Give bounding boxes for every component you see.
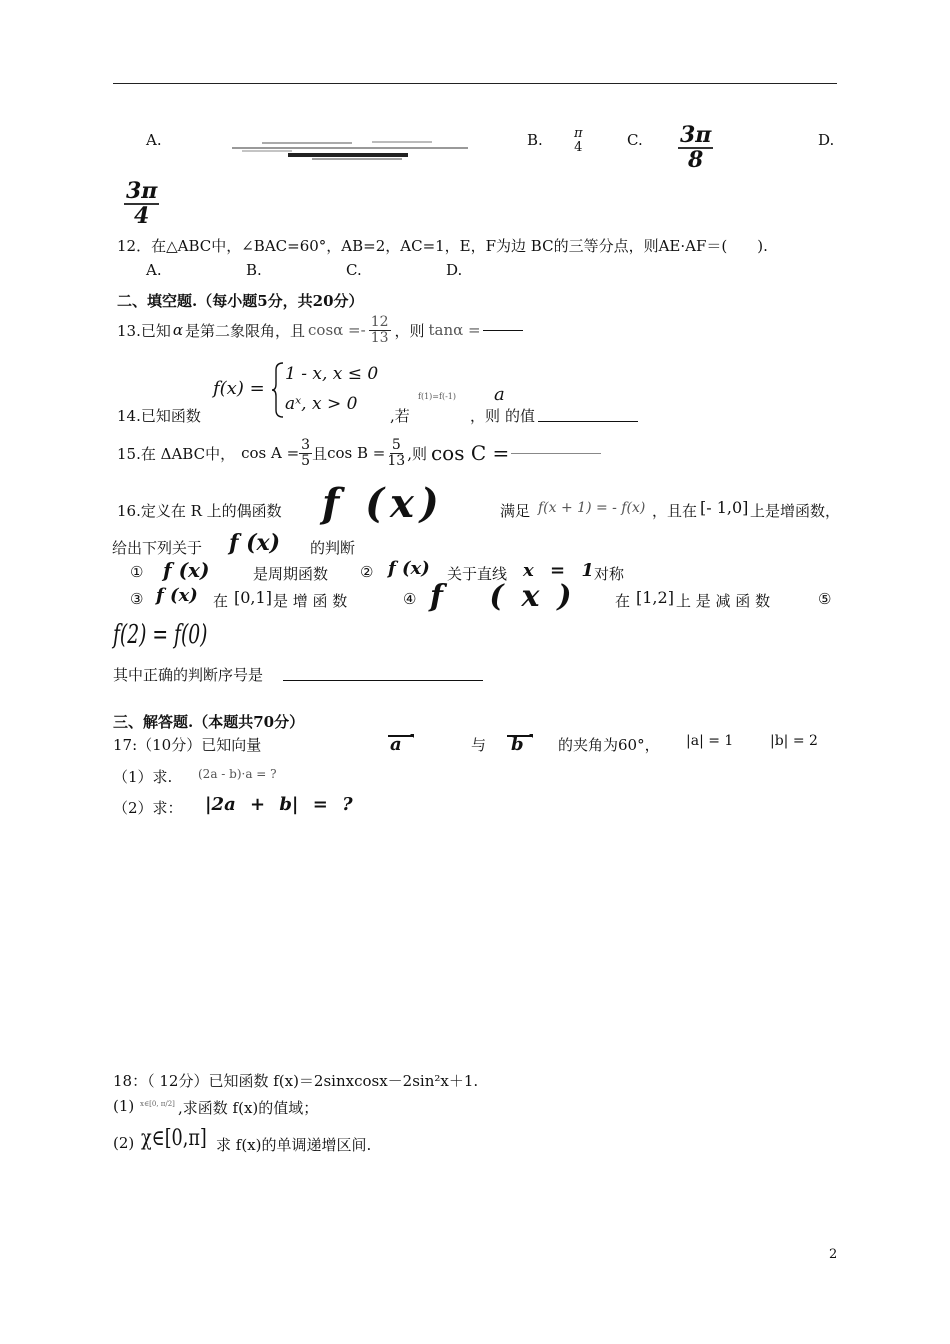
q17-with: 与 bbox=[471, 736, 487, 754]
q11-option-d-value: $\frac{3\pi}{4}$ bbox=[126, 178, 158, 230]
q18-part1-text: ,求函数 f(x)的值域； bbox=[178, 1099, 319, 1117]
q16-increasing: 上是增函数， bbox=[750, 502, 841, 520]
q18-line1: 18：（ 12分）已知函数 f(x)＝2sinxcosx－2sin²x＋1. bbox=[113, 1072, 479, 1090]
q16-item2-end: 对称 bbox=[594, 565, 625, 583]
q16-item3-interval: [0,1] bbox=[234, 588, 272, 607]
q16-item4-interval: [1,2] bbox=[636, 588, 674, 607]
q16-item4-text: 在 bbox=[615, 592, 631, 610]
q12-option-c: C. bbox=[346, 261, 362, 279]
q15-prefix: 15.在 ΔABC中， bbox=[117, 444, 236, 463]
q14-condition: f(1)=f(-1) bbox=[418, 392, 456, 401]
q11-option-c-label: C. bbox=[627, 131, 643, 149]
q17-angle: 的夹角为60°， bbox=[558, 736, 660, 754]
q17-prefix: 17:（10分）已知向量 bbox=[113, 736, 262, 754]
q16-item2-text: 关于直线 bbox=[447, 565, 508, 583]
q13-prefix: 13.已知 bbox=[117, 321, 171, 340]
header-rule bbox=[113, 83, 837, 84]
q15-and: 且 bbox=[312, 444, 328, 463]
q13 bbox=[117, 315, 523, 345]
q17-norm-a: |a| = 1 bbox=[686, 733, 734, 749]
q16-answer-blank[interactable] bbox=[283, 664, 483, 681]
q16-item2-eq: x = 1 bbox=[523, 560, 594, 581]
q16-item5-eq: f(2) = f(0) bbox=[113, 620, 208, 650]
q12-option-b: B. bbox=[246, 261, 262, 279]
q15-a-fraction: $\frac{3}{5}$ bbox=[301, 437, 311, 469]
q17-part2-label: （2）求： bbox=[113, 799, 183, 817]
q18-part2-cond: χ∈[0,π] bbox=[141, 1126, 207, 1151]
q11-option-d-label: D. bbox=[818, 131, 835, 149]
q14-end: 的值 bbox=[505, 407, 536, 425]
q18-part1-cond: x∈[0, π/2] bbox=[140, 1100, 175, 1108]
q18-part2-text: 求 f(x)的单调递增区间. bbox=[216, 1136, 372, 1154]
q17-vector-b: b bbox=[505, 734, 535, 754]
q15-cosA: cos A = bbox=[241, 444, 300, 463]
q13-answer-blank[interactable] bbox=[483, 330, 523, 331]
q11-option-a-scribble bbox=[232, 136, 468, 162]
q13-fraction: $\frac{12}{13}$ bbox=[370, 314, 389, 346]
q16-item4-mark: ④ bbox=[403, 590, 417, 608]
q17-vector-a: a bbox=[386, 734, 416, 754]
q14-then: ，则 bbox=[470, 407, 501, 425]
q14-f-label: f(x) = bbox=[213, 378, 265, 399]
q16-relation: f(x + 1) = - f(x) bbox=[538, 500, 646, 516]
q12-text: 12．在△ABC中，∠BAC=60°，AB=2，AC=1，E，F为边 BC的三等分点，则AE·AF＝( ). bbox=[117, 237, 768, 255]
q16-item3-end: 是 增 函 数 bbox=[273, 592, 348, 610]
page-number: 2 bbox=[829, 1247, 838, 1262]
section2-title: 二、填空题.（每小题5分，共20分） bbox=[117, 292, 364, 310]
q17-part1-expr: (2a - b)·a = ? bbox=[198, 767, 277, 781]
q16-item4-f: f (x) bbox=[430, 579, 590, 614]
q16-item1-text: 是周期函数 bbox=[253, 565, 329, 583]
q11-option-b-label: B. bbox=[527, 131, 543, 149]
q16-f-medium: f (x) bbox=[229, 530, 281, 556]
q13-mid: 是第二象限角，且 bbox=[185, 321, 306, 340]
q14-case2: aˣ, x > 0 bbox=[285, 394, 358, 414]
q18-part1-prefix: (1) bbox=[113, 1097, 135, 1115]
q16-item2-mark: ② bbox=[360, 563, 374, 581]
q16-item5-mark: ⑤ bbox=[818, 590, 832, 608]
q15-cosC: cos C = bbox=[430, 441, 510, 466]
q13-tan-label: tanα = bbox=[428, 321, 481, 340]
q16-item4-end: 上 是 减 函 数 bbox=[676, 592, 771, 610]
q11-option-b-value: π 4 bbox=[574, 126, 583, 155]
q15-b-fraction: $\frac{5}{13}$ bbox=[387, 437, 406, 469]
section3-title: 三、解答题.（本题共70分） bbox=[113, 713, 305, 731]
q12-option-d: D. bbox=[446, 261, 463, 279]
q14-prefix: 14.已知函数 bbox=[117, 407, 201, 425]
q16-item1-f: f (x) bbox=[163, 558, 210, 582]
q12-option-a: A. bbox=[146, 261, 162, 279]
q17-part2-expr: |2a + b| = ? bbox=[205, 794, 353, 815]
q16-f-big: f (x) bbox=[322, 480, 445, 527]
q13-after: ，则 bbox=[394, 321, 425, 340]
q16-and-on: ，且在 bbox=[652, 502, 698, 520]
q14-if: ,若 bbox=[390, 407, 410, 425]
q16-interval: [- 1,0] bbox=[700, 498, 749, 517]
q14-brace bbox=[272, 362, 284, 418]
q15-then: ,则 bbox=[407, 444, 427, 463]
q13-alpha: α bbox=[172, 321, 183, 340]
q18-part2-prefix: (2) bbox=[113, 1134, 135, 1152]
q15-answer-blank[interactable] bbox=[511, 453, 601, 454]
q16-item1-mark: ① bbox=[130, 563, 144, 581]
q16-prefix: 16.定义在 R 上的偶函数 bbox=[117, 502, 282, 520]
q16-item3-text: 在 bbox=[213, 592, 229, 610]
q14-a-var: a bbox=[494, 384, 505, 405]
q16-line2-suffix: 的判断 bbox=[310, 539, 356, 557]
q16-line2-prefix: 给出下列关于 bbox=[112, 539, 203, 557]
q17-norm-b: |b| = 2 bbox=[770, 733, 818, 749]
q11-option-a-label: A. bbox=[146, 131, 162, 149]
q11-option-c-value: $\frac{3\pi}{8}$ bbox=[680, 122, 712, 174]
q16-item3-f: f (x) bbox=[156, 585, 198, 606]
q13-cos-label: cosα =- bbox=[308, 321, 366, 340]
q14-case1: 1 - x, x ≤ 0 bbox=[285, 364, 379, 384]
q16-satisfy: 满足 bbox=[500, 502, 531, 520]
q17-part1-label: （1）求. bbox=[113, 768, 173, 786]
q16-item3-mark: ③ bbox=[130, 590, 144, 608]
q14-answer-blank[interactable] bbox=[538, 405, 638, 422]
q16-item2-f: f (x) bbox=[388, 558, 430, 579]
q16-answer-line: 其中正确的判断序号是 bbox=[113, 666, 264, 684]
q15 bbox=[117, 438, 601, 468]
q15-cosB: cos B = bbox=[327, 444, 386, 463]
